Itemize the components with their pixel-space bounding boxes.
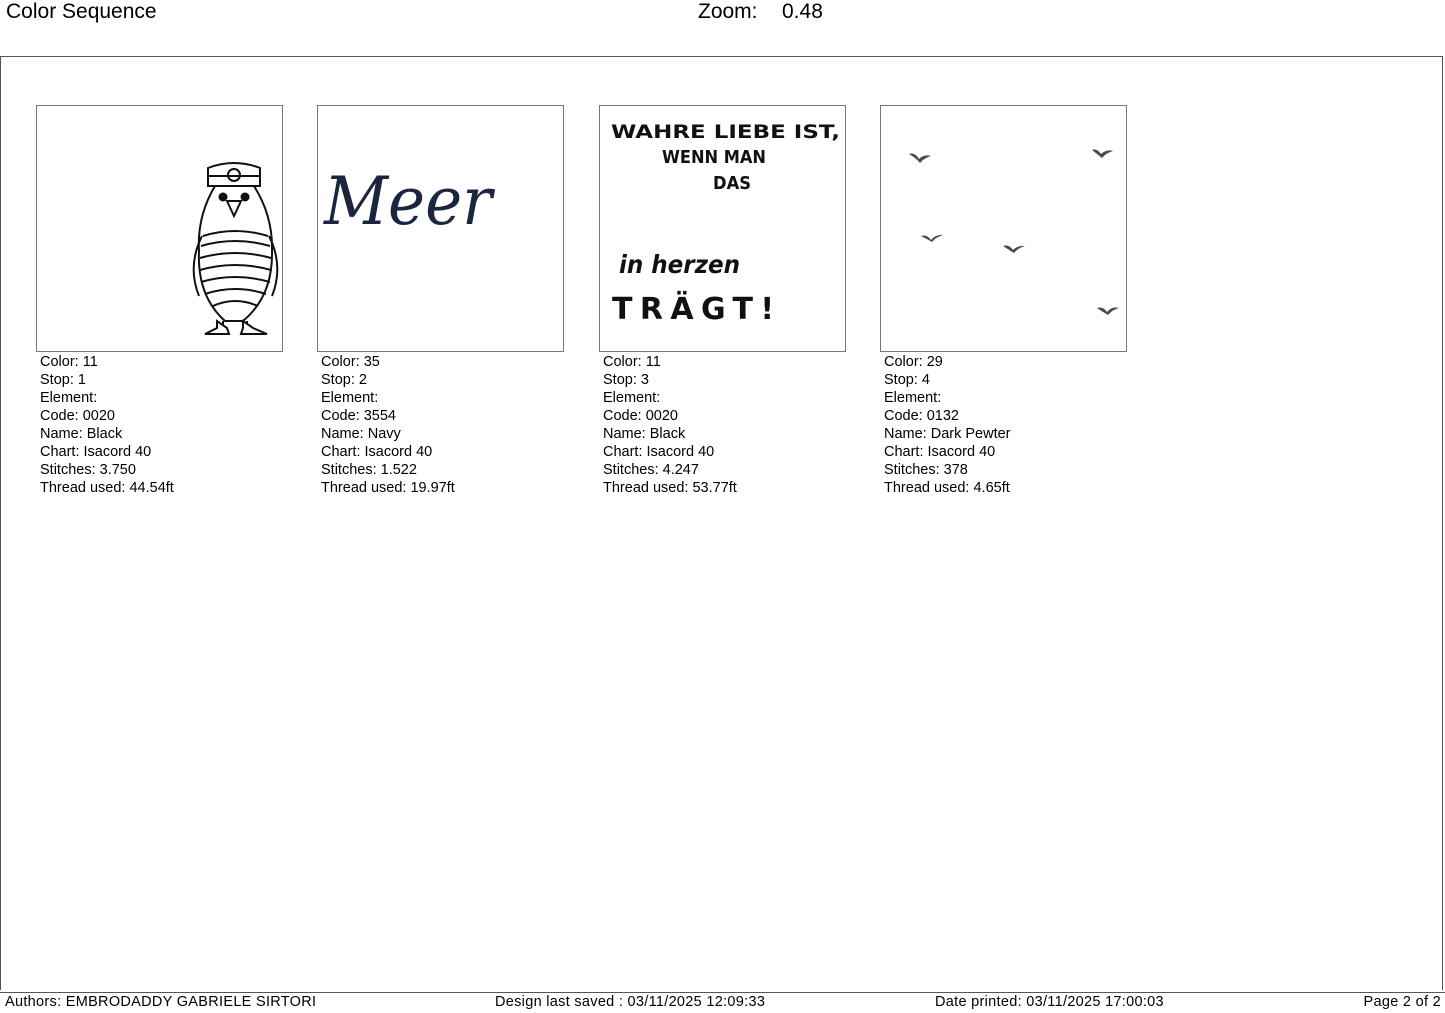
color-stop-4-info (884, 353, 1124, 497)
color-stop-2-info (321, 353, 561, 497)
sailor-seagull-icon (37, 106, 282, 351)
element-label: Element: (40, 390, 98, 406)
color-number: Color: 29 (884, 354, 943, 370)
thread-code: Code: 3554 (321, 408, 396, 424)
flying-birds-icon (881, 106, 1126, 351)
color-number: Color: 11 (603, 354, 661, 370)
stitch-count: Stitches: 3.750 (40, 462, 136, 478)
stitch-count: Stitches: 378 (884, 462, 968, 478)
footer-date-printed: Date printed: 03/11/2025 17:00:03 (935, 994, 1164, 1010)
color-stop-2-preview[interactable] (317, 105, 564, 352)
thread-used: Thread used: 4.65ft (884, 480, 1010, 496)
thread-used: Thread used: 19.97ft (321, 480, 455, 496)
thread-name: Name: Dark Pewter (884, 426, 1011, 442)
color-stop-1-info (40, 353, 280, 497)
color-stop-4-preview[interactable] (880, 105, 1127, 352)
art-line-1: WAHRE LIEBE IST, (611, 121, 840, 143)
color-stop-3-info (603, 353, 843, 497)
thread-chart: Chart: Isacord 40 (603, 444, 715, 460)
thread-code: Code: 0132 (884, 408, 959, 424)
thread-used: Thread used: 44.54ft (40, 480, 174, 496)
footer-last-saved: Design last saved : 03/11/2025 12:09:33 (495, 994, 766, 1010)
thread-name: Name: Navy (321, 426, 401, 442)
zoom-value: 0.48 (782, 0, 823, 23)
stitch-count: Stitches: 4.247 (603, 462, 699, 478)
thread-name: Name: Black (603, 426, 686, 442)
page-footer (0, 992, 1445, 1013)
thread-chart: Chart: Isacord 40 (40, 444, 152, 460)
art-script-text: Meer (323, 163, 496, 240)
quote-text-icon (600, 106, 845, 351)
page-title: Color Sequence (6, 0, 157, 23)
stitch-count: Stitches: 1.522 (321, 462, 417, 478)
thread-chart: Chart: Isacord 40 (321, 444, 433, 460)
footer-authors: Authors: EMBRODADDY GABRIELE SIRTORI (5, 994, 317, 1010)
art-line-4: in herzen (619, 250, 740, 279)
element-label: Element: (603, 390, 661, 406)
element-label: Element: (321, 390, 379, 406)
thread-used: Thread used: 53.77ft (603, 480, 737, 496)
thread-chart: Chart: Isacord 40 (884, 444, 996, 460)
art-line-2: WENN MAN (662, 147, 766, 168)
stop-number: Stop: 1 (40, 372, 86, 388)
stop-number: Stop: 2 (321, 372, 367, 388)
thread-name: Name: Black (40, 426, 123, 442)
art-line-5: TRÄGT! (612, 292, 774, 327)
stop-number: Stop: 3 (603, 372, 649, 388)
footer-page-number: Page 2 of 2 (1363, 994, 1441, 1010)
zoom-label: Zoom: (698, 0, 758, 23)
color-number: Color: 11 (40, 354, 98, 370)
element-label: Element: (884, 390, 942, 406)
thread-code: Code: 0020 (40, 408, 115, 424)
thread-code: Code: 0020 (603, 408, 678, 424)
color-stop-1-preview[interactable] (36, 105, 283, 352)
stop-number: Stop: 4 (884, 372, 930, 388)
color-number: Color: 35 (321, 354, 380, 370)
color-stop-3-preview[interactable] (599, 105, 846, 352)
script-text-icon (318, 106, 563, 351)
art-line-3: DAS (713, 173, 751, 194)
